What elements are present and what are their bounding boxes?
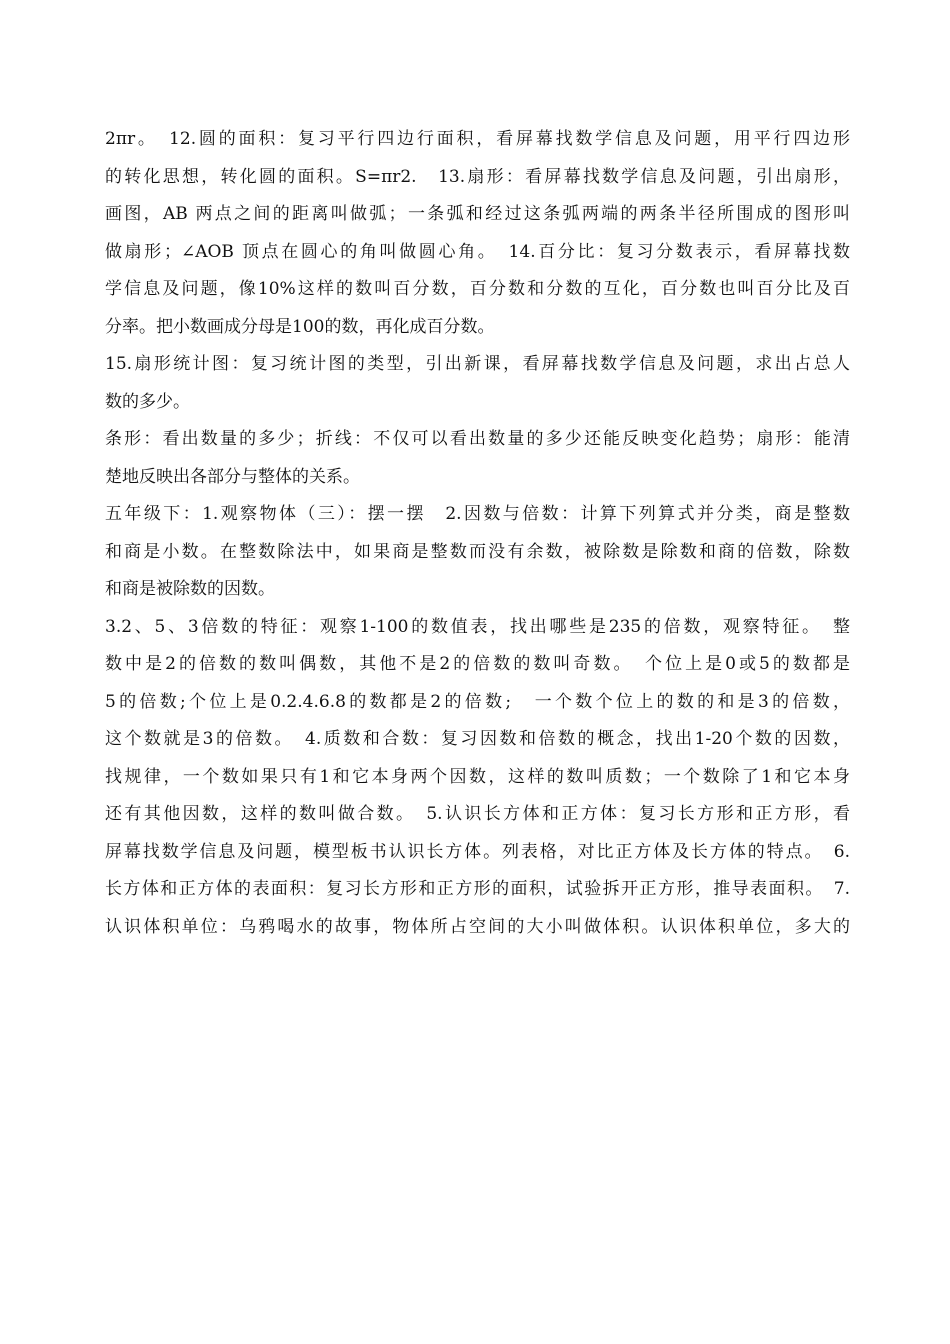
text-line: 数的多少。 bbox=[105, 391, 190, 412]
text-line: 分率。把小数画成分母是100的数，再化成百分数。 bbox=[105, 316, 495, 337]
text-line: 这个数就是3的倍数。 4.质数和合数：复习因数和倍数的概念，找出1-20个数的因数， bbox=[105, 729, 850, 749]
text-line: 还有其他因数，这样的数叫做合数。 5.认识长方体和正方体：复习长方形和正方形，看 bbox=[105, 804, 850, 824]
text-line: 找规律，一个数如果只有1和它本身两个因数，这样的数叫质数；一个数除了1和它本身 bbox=[105, 766, 850, 787]
document-body bbox=[105, 121, 850, 946]
text-line: 的转化思想，转化圆的面积。S=πr2. 13.扇形：看屏幕找数学信息及问题，引出扇形， bbox=[105, 166, 850, 187]
text-line: 五年级下：1.观察物体（三）：摆一摆 2.因数与倍数：计算下列算式并分类，商是整数 bbox=[105, 504, 850, 524]
text-line: 认识体积单位：乌鸦喝水的故事，物体所占空间的大小叫做体积。认识体积单位，多大的 bbox=[105, 916, 850, 937]
text-line: 和商是被除数的因数。 bbox=[105, 579, 275, 599]
text-line: 长方体和正方体的表面积：复习长方形和正方形的面积，试验拆开正方形，推导表面积。 7. bbox=[105, 879, 850, 899]
text-line: 条形：看出数量的多少；折线：不仅可以看出数量的多少还能反映变化趋势；扇形：能清 bbox=[105, 429, 850, 449]
text-line: 2πr。 12.圆的面积：复习平行四边行面积，看屏幕找数学信息及问题，用平行四边形 bbox=[105, 129, 850, 149]
text-line: 数中是2的倍数的数叫偶数，其他不是2的倍数的数叫奇数。 个位上是0或5的数都是 bbox=[105, 654, 850, 674]
text-line: 学信息及问题，像10%这样的数叫百分数，百分数和分数的互化，百分数也叫百分比及百 bbox=[105, 279, 850, 299]
text-line: 3.2、5、3倍数的特征：观察1-100的数值表，找出哪些是235的倍数，观察特征。 整 bbox=[105, 616, 850, 637]
text-line: 屏幕找数学信息及问题，模型板书认识长方体。列表格，对比正方体及长方体的特点。 6. bbox=[105, 841, 850, 862]
text-line: 楚地反映出各部分与整体的关系。 bbox=[105, 466, 360, 487]
text-line: 画图，AB 两点之间的距离叫做弧；一条弧和经过这条弧两端的两条半径所围成的图形叫 bbox=[105, 204, 850, 224]
text-line: 做扇形；∠AOB 顶点在圆心的角叫做圆心角。 14.百分比：复习分数表示，看屏幕找数 bbox=[105, 241, 850, 262]
text-line: 和商是小数。在整数除法中，如果商是整数而没有余数，被除数是除数和商的倍数，除数 bbox=[105, 541, 850, 562]
text-line: 15.扇形统计图：复习统计图的类型，引出新课，看屏幕找数学信息及问题，求出占总人 bbox=[105, 354, 850, 374]
text-line: 5的倍数;个位上是0.2.4.6.8的数都是2的倍数; 一个数个位上的数的和是3的倍数， bbox=[105, 691, 850, 712]
